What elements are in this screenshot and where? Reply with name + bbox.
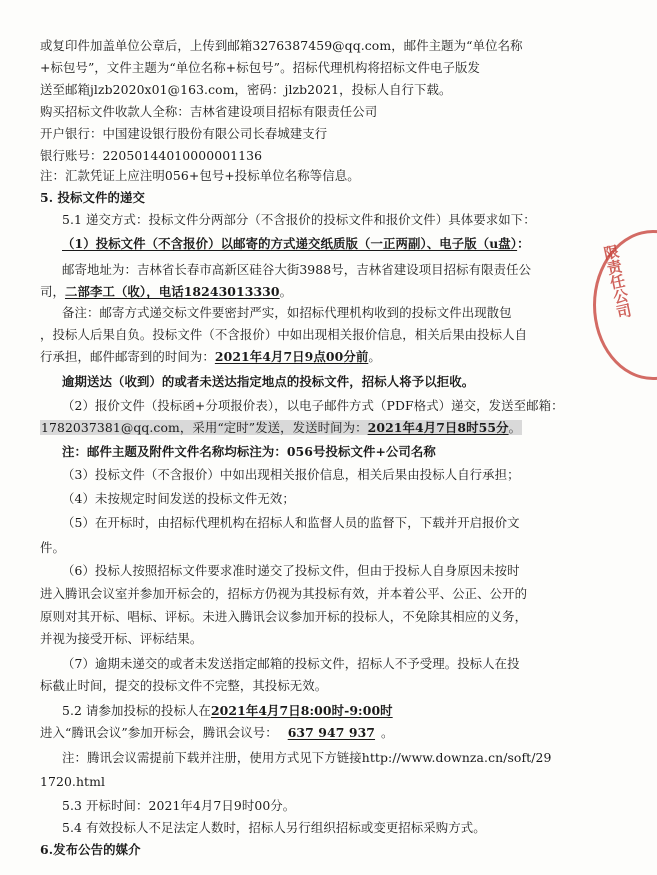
text-run: 。 xyxy=(368,349,381,364)
item-2-line: （2）报价文件（投标函+分项报价表），以电子邮件方式（PDF格式）递交，发送至邮箱： xyxy=(62,398,564,413)
account-line: 银行账号：22050144010000001136 xyxy=(40,148,263,163)
item-6-line: 原则对其开标、唱标、评标。未进入腾讯会议参加开标的投标人，不免除其相应的义务， xyxy=(40,609,528,624)
insufficient-bidders-line: 5.4 有效投标人不足法定人数时，招标人另行组织招标或变更招标采购方式。 xyxy=(62,820,486,835)
company-seal xyxy=(593,230,657,380)
meeting-time: 2021年4月7日8:00时-9:00时 xyxy=(210,703,393,718)
paragraph-line: 5.1 递交方式：投标文件分两部分（不含报价的投标文件和报价文件）具体要求如下： xyxy=(62,212,536,227)
section-heading-5: 5. 投标文件的递交 xyxy=(40,190,145,205)
contact-phone: 二部李工（收），电话18243013330 xyxy=(64,284,280,299)
mail-address-contact xyxy=(40,284,292,300)
item-3-line: （3）投标文件（不含报价）中如出现相关报价信息，相关后果由投标人自行承担； xyxy=(62,467,520,482)
item-7-line: 标截止时间，提交的投标文件不完整，其投标无效。 xyxy=(40,678,328,693)
paragraph-line: 备注：邮寄方式递交标文件要密封严实，如招标代理机构收到的投标文件出现散包 xyxy=(62,305,512,320)
text-run: 5.2 请参加投标的投标人在 xyxy=(62,703,211,718)
download-note-line-end: 1720.html xyxy=(40,774,106,789)
remittance-note: 注：汇款凭证上应注明056+包号+投标单位名称等信息。 xyxy=(40,168,360,183)
item-4-line: （4）未按规定时间发送的投标文件无效； xyxy=(62,491,295,506)
paragraph-line: 或复印件加盖单位公章后，上传到邮箱3276387459@qq.com，邮件主题为“单位名称 xyxy=(40,38,523,53)
meeting-id: 637 947 937 xyxy=(287,725,376,740)
item-5-line: （5）在开标时，由招标代理机构在招标人和监督人员的监督下，下载并开启报价文 xyxy=(62,515,520,530)
paragraph-line: 送至邮箱jlzb2020x01@163.com，密码：jlzb2021，投标人自行下载。 xyxy=(40,82,452,97)
deadline-line xyxy=(40,349,381,365)
text-run: 。 xyxy=(381,725,394,740)
mail-address-line: 邮寄地址为：吉林省长春市高新区硅谷大街3988号，吉林省建设项目招标有限责任公 xyxy=(62,262,532,277)
item-7-line: （7）逾期未递交的或者未发送指定邮箱的投标文件，招标人不予受理。投标人在投 xyxy=(62,656,520,671)
text-run: 进入“腾讯会议”参加开标会，腾讯会议号： xyxy=(40,725,278,740)
item-1-title-text: （1）投标文件（不含报价）以邮寄的方式递交纸质版（一正两副）、电子版（u盘） xyxy=(62,236,518,251)
item-1-title-end: ： xyxy=(517,236,530,251)
item-2-email-line xyxy=(40,420,522,436)
download-note-line: 注：腾讯会议需提前下载并注册，使用方式见下方链接http://www.downza.cn/soft/29 xyxy=(62,750,552,765)
bank-line: 开户银行：中国建设银行股份有限公司长春城建支行 xyxy=(40,126,328,141)
send-time: 2021年4月7日8时55分 xyxy=(367,420,509,435)
paragraph-line: +标包号”，文件主题为“单位名称+标包号”。招标代理机构将招标文件电子版发 xyxy=(40,60,480,75)
email-send-time xyxy=(40,420,522,435)
mail-deadline: 2021年4月7日9点00分前 xyxy=(214,349,369,364)
text-run: 。 xyxy=(279,284,293,299)
mail-subject-note: 注：邮件主题及附件文件名称均标注为：056号投标文件+公司名称 xyxy=(62,444,436,459)
late-rejection-line: 逾期送达（收到）的或者未送达指定地点的投标文件，招标人将予以拒收。 xyxy=(62,374,475,389)
paragraph-line: ，投标人后果自负。投标文件（不含报价）中如出现相关报价信息，相关后果由投标人自 xyxy=(40,327,528,342)
opening-time-line: 5.3 开标时间：2021年4月7日9时00分。 xyxy=(62,798,296,813)
text-run: 司， xyxy=(40,284,65,299)
text-run: 行承担，邮件邮寄到的时间为： xyxy=(40,349,215,364)
item-6-line: （6）投标人按照招标文件要求准时递交了投标文件，但由于投标人自身原因未按时 xyxy=(62,563,520,578)
section-heading-6: 6.发布公告的媒介 xyxy=(40,842,141,857)
item-6-line: 并视为接受开标、评标结果。 xyxy=(40,631,203,646)
payee-line: 购买招标文件收款人全称：吉林省建设项目招标有限责任公司 xyxy=(40,104,378,119)
item-1-title xyxy=(62,236,530,252)
item-5-line-end: 件。 xyxy=(40,540,65,555)
text-run: 。 xyxy=(508,420,522,435)
item-6-line: 进入腾讯会议室并参加开标会的，招标方仍视为其投标有效，并本着公平、公正、公开的 xyxy=(40,586,528,601)
meeting-time-line xyxy=(62,703,393,719)
meeting-id-line xyxy=(40,725,394,741)
text-run: 1782037381@qq.com，采用“定时”发送，发送时间为： xyxy=(41,420,368,435)
seal-text: 限责任公司 xyxy=(600,243,634,321)
